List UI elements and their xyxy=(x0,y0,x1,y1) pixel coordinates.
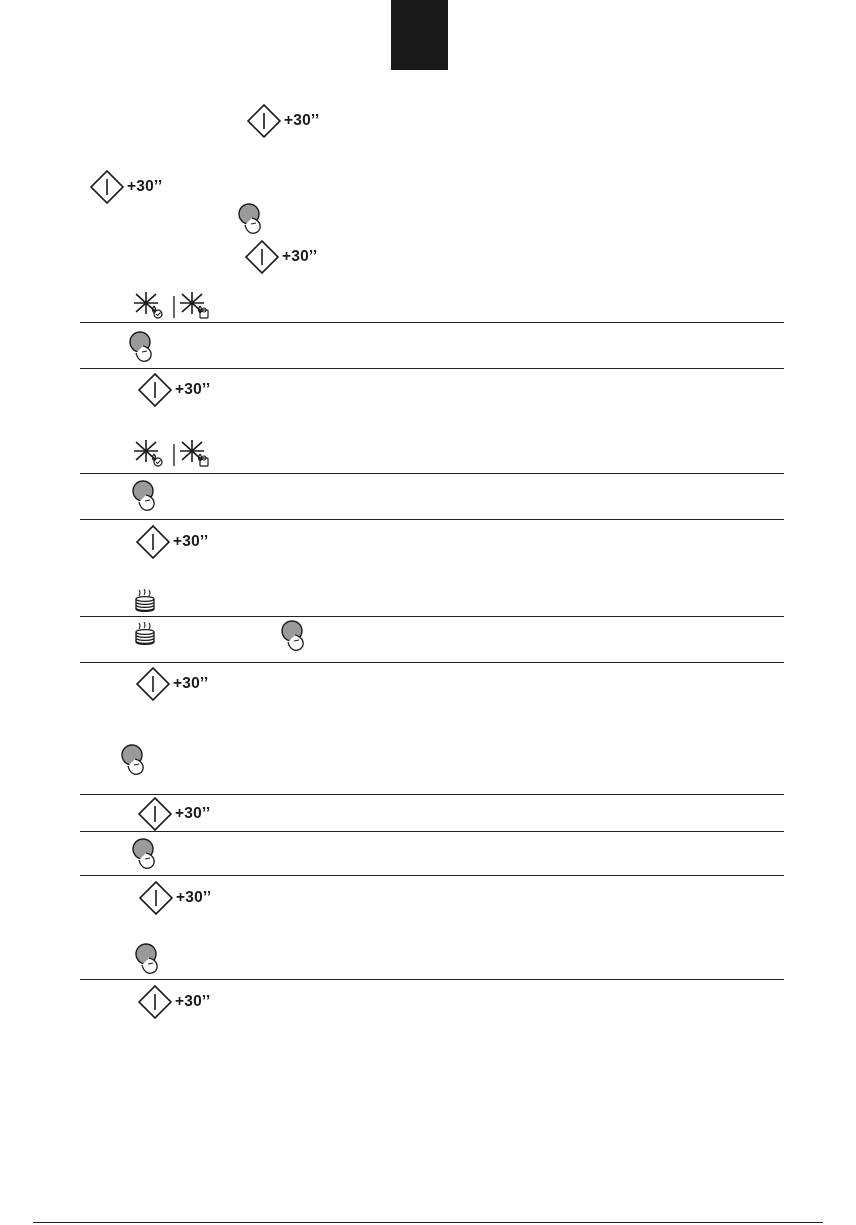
start-diamond-icon xyxy=(138,985,172,1019)
start-30s-button xyxy=(136,525,208,559)
start-30s-button xyxy=(138,797,210,831)
start-label: +30’’ xyxy=(175,805,211,822)
rotary-knob-hand-icon xyxy=(237,202,267,236)
rotary-knob-hand-icon xyxy=(280,619,310,653)
rotary-knob-hand-icon xyxy=(131,479,161,513)
stacked-plates-icon xyxy=(134,589,156,613)
row-divider xyxy=(80,794,784,795)
language-tab xyxy=(391,0,448,70)
start-diamond-icon xyxy=(247,104,281,138)
start-diamond-icon xyxy=(90,170,124,204)
start-30s-button xyxy=(138,985,210,1019)
start-30s-button xyxy=(136,667,208,701)
row-divider xyxy=(80,875,784,876)
start-diamond-icon xyxy=(245,240,279,274)
defrost-weight-icon xyxy=(180,292,208,318)
start-30s-button xyxy=(245,240,317,274)
row-divider xyxy=(80,831,784,832)
start-diamond-icon xyxy=(138,797,172,831)
row-divider xyxy=(80,979,784,980)
start-30s-button xyxy=(138,373,210,407)
defrost-time-icon xyxy=(134,440,162,466)
start-label: +30’’ xyxy=(127,178,163,195)
start-label: +30’’ xyxy=(173,533,209,550)
defrost-mode-icons xyxy=(134,440,224,468)
start-label: +30’’ xyxy=(282,248,318,265)
start-30s-button xyxy=(90,170,162,204)
start-30s-button xyxy=(139,881,211,915)
row-divider xyxy=(80,473,784,474)
row-divider xyxy=(80,616,784,617)
start-diamond-icon xyxy=(136,667,170,701)
row-divider xyxy=(80,322,784,323)
defrost-weight-icon xyxy=(180,440,208,466)
start-label: +30’’ xyxy=(175,993,211,1010)
start-label: +30’’ xyxy=(173,675,209,692)
rotary-knob-hand-icon xyxy=(128,330,158,364)
start-30s-button xyxy=(247,104,319,138)
start-diamond-icon xyxy=(138,373,172,407)
start-label: +30’’ xyxy=(284,112,320,129)
rotary-knob-hand-icon xyxy=(134,942,164,976)
start-label: +30’’ xyxy=(175,381,211,398)
start-diamond-icon xyxy=(136,525,170,559)
start-diamond-icon xyxy=(139,881,173,915)
page-footer-rule xyxy=(33,1222,823,1223)
start-label: +30’’ xyxy=(176,889,212,906)
row-divider xyxy=(80,519,784,520)
row-divider xyxy=(80,368,784,369)
stacked-plates-icon xyxy=(134,622,156,646)
row-divider xyxy=(80,662,784,663)
defrost-time-icon xyxy=(134,292,162,318)
rotary-knob-hand-icon xyxy=(120,743,150,777)
defrost-mode-icons xyxy=(134,292,224,320)
rotary-knob-hand-icon xyxy=(131,837,161,871)
